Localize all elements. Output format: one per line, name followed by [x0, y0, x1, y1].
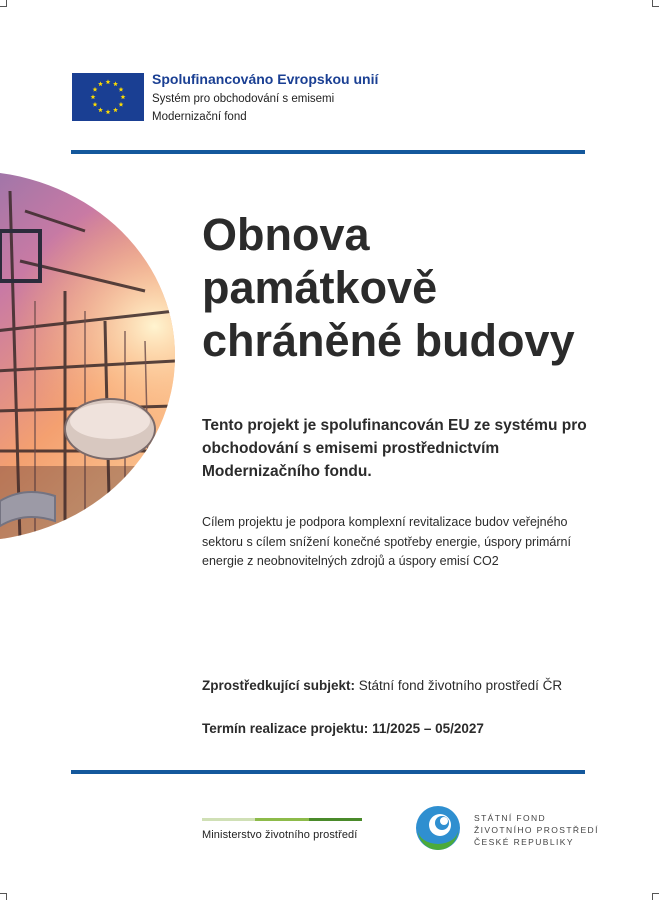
eu-star	[98, 81, 103, 86]
title-line-1: Obnova	[202, 209, 370, 260]
term-value: 11/2025 – 05/2027	[372, 721, 484, 736]
eu-flag-icon	[72, 73, 144, 121]
sfzp-line-1: STÁTNÍ FOND	[474, 813, 547, 823]
eu-star	[121, 94, 126, 99]
title-line-3: chráněné budovy	[202, 315, 575, 366]
ministry-bar-light	[202, 818, 255, 821]
top-divider	[71, 150, 585, 154]
ministry-bar-mid	[255, 818, 308, 821]
eu-star	[93, 102, 98, 107]
sfzp-name	[474, 812, 599, 848]
crop-mark-top-left	[0, 0, 7, 7]
intermediary-value: Státní fond životního prostředí ČR	[358, 678, 563, 693]
eu-star	[119, 87, 124, 92]
sfzp-logo-icon	[414, 804, 462, 852]
intermediary-label: Zprostředkující subjekt:	[202, 678, 356, 693]
eu-star	[113, 81, 118, 86]
sfzp-line-2: ŽIVOTNÍHO PROSTŘEDÍ	[474, 825, 599, 835]
eu-star	[106, 79, 111, 84]
bottom-divider	[71, 770, 585, 774]
page-title	[202, 208, 622, 367]
eu-fund-line: Modernizační fond	[152, 110, 247, 123]
eu-star	[93, 87, 98, 92]
eu-cofinancing-block	[152, 72, 378, 123]
title-line-2: památkově	[202, 262, 438, 313]
ministry-bar-dark	[309, 818, 362, 821]
eu-star	[106, 109, 111, 114]
term-label: Termín realizace projektu:	[202, 721, 369, 736]
intermediary-line	[202, 678, 562, 693]
eu-star	[98, 107, 103, 112]
ministry-name: Ministerstvo životního prostředí	[202, 829, 358, 841]
ministry-logo	[202, 818, 362, 841]
lead-paragraph: Tento projekt je spolufinancován EU ze systému pro obchodování s emisemi prostřednictvím Modernizačního fondu.	[202, 417, 587, 480]
crop-mark-bottom-left	[0, 893, 7, 900]
sfzp-line-3: ČESKÉ REPUBLIKY	[474, 837, 574, 847]
goal-paragraph: Cílem projektu je podpora komplexní revitalizace budov veřejného sektoru s cílem snížení konečné spotřeby energie, úspory primární energie z neobnovitelných zdrojů a úspory emisí CO2	[202, 515, 571, 568]
ministry-color-bar	[202, 818, 362, 821]
eu-star	[91, 94, 96, 99]
eu-star	[119, 102, 124, 107]
crop-mark-top-right	[652, 0, 659, 7]
eu-title: Spolufinancováno Evropskou unií	[152, 71, 379, 87]
term-line	[202, 721, 484, 736]
eu-system-line: Systém pro obchodování s emisemi	[152, 93, 335, 105]
eu-star	[113, 107, 118, 112]
crop-mark-bottom-right	[652, 893, 659, 900]
industrial-plant-photo	[0, 171, 175, 541]
